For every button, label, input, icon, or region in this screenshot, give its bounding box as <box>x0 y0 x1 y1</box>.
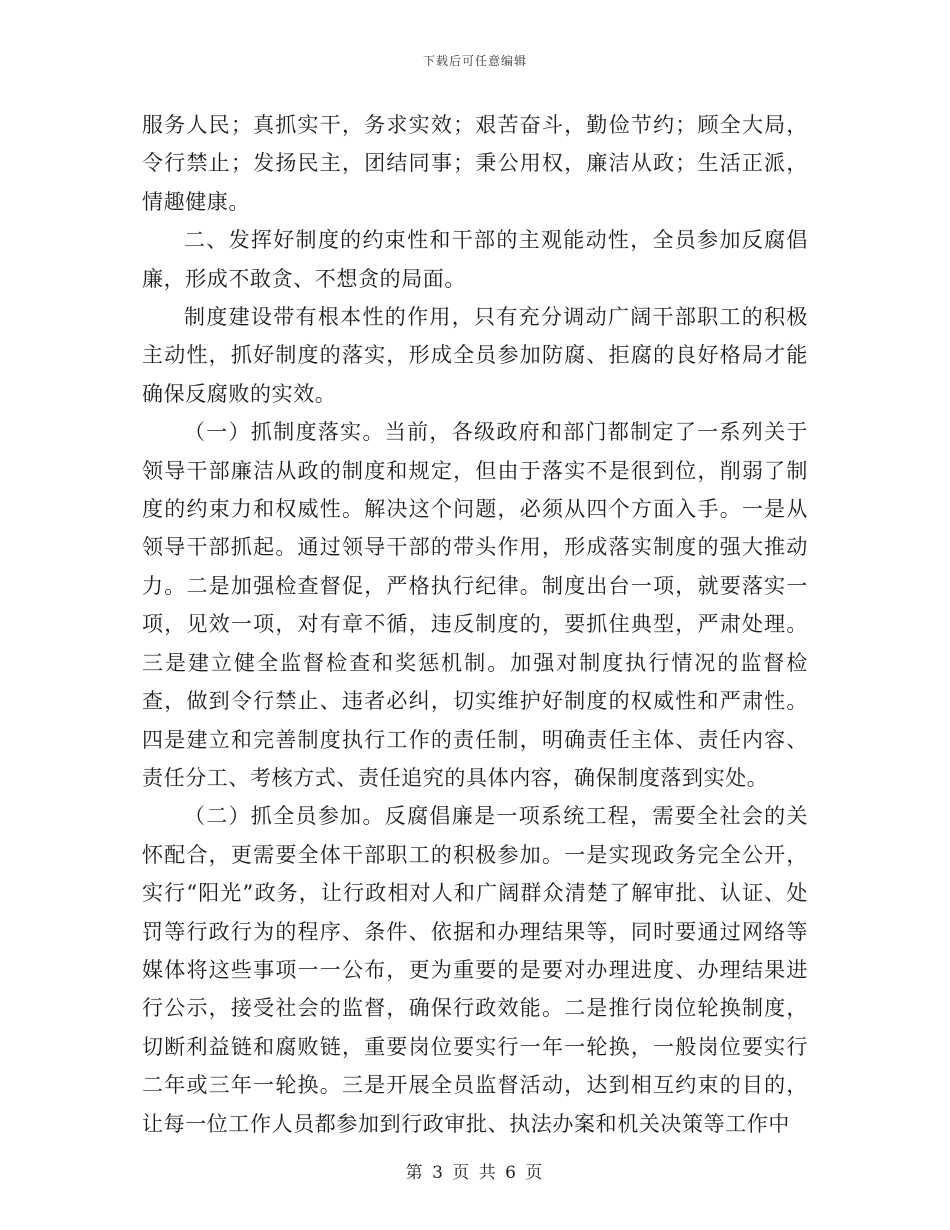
paragraph-section-heading: 二、发挥好制度的约束性和干部的主观能动性，全员参加反腐倡廉，形成不敢贪、不想贪的局面。 <box>142 228 808 291</box>
page-number: 第 3 页 共 6 页 <box>405 1163 545 1183</box>
document-body <box>142 106 808 1143</box>
paragraph-point-two: （二）抓全员参加。反腐倡廉是一项系统工程，需要全社会的关怀配合，更需要全体干部职工的积极参加。一是实现政务完全公开，实行“阳光”政务，让行政相对人和广阔群众清楚了解审批、认证、处罚等行政行为的程序、条件、依据和办理结果等，同时要通过网络等媒体将这些事项一一公布，更为重要的是要对办理进度、办理结果进行公示，接受社会的监督，确保行政效能。二是推行岗位轮换制度，切断利益链和腐败链，重要岗位要实行一年一轮换，一般岗位要实行二年或三年一轮换。三是开展全员监督活动，达到相互约束的目的，让每一位工作人员都参加到行政审批、执法办案和机关决策等工作中 <box>142 804 808 1136</box>
paragraph-intro: 制度建设带有根本性的作用，只有充分调动广阔干部职工的积极主动性，抓好制度的落实，形成全员参加防腐、拒腐的良好格局才能确保反腐败的实效。 <box>142 305 808 406</box>
paragraph-point-one: （一）抓制度落实。当前，各级政府和部门都制定了一系列关于领导干部廉洁从政的制度和规定，但由于落实不是很到位，削弱了制度的约束力和权威性。解决这个问题，必须从四个方面入手。一是从领导干部抓起。通过领导干部的带头作用，形成落实制度的强大推动力。二是加强检查督促，严格执行纪律。制度出台一项，就要落实一项，见效一项，对有章不循，违反制度的，要抓住典型，严肃处理。三是建立健全监督检查和奖惩机制。加强对制度执行情况的监督检查，做到令行禁止、违者必纠，切实维护好制度的权威性和严肃性。四是建立和完善制度执行工作的责任制，明确责任主体、责任内容、责任分工、考核方式、责任追究的具体内容，确保制度落到实处。 <box>142 420 808 790</box>
paragraph-continuation: 服务人民；真抓实干，务求实效；艰苦奋斗，勤俭节约；顾全大局，令行禁止；发扬民主，团结同事；秉公用权，廉洁从政；生活正派，情趣健康。 <box>142 113 808 214</box>
page-header-note: 下载后可任意编辑 <box>422 54 527 68</box>
